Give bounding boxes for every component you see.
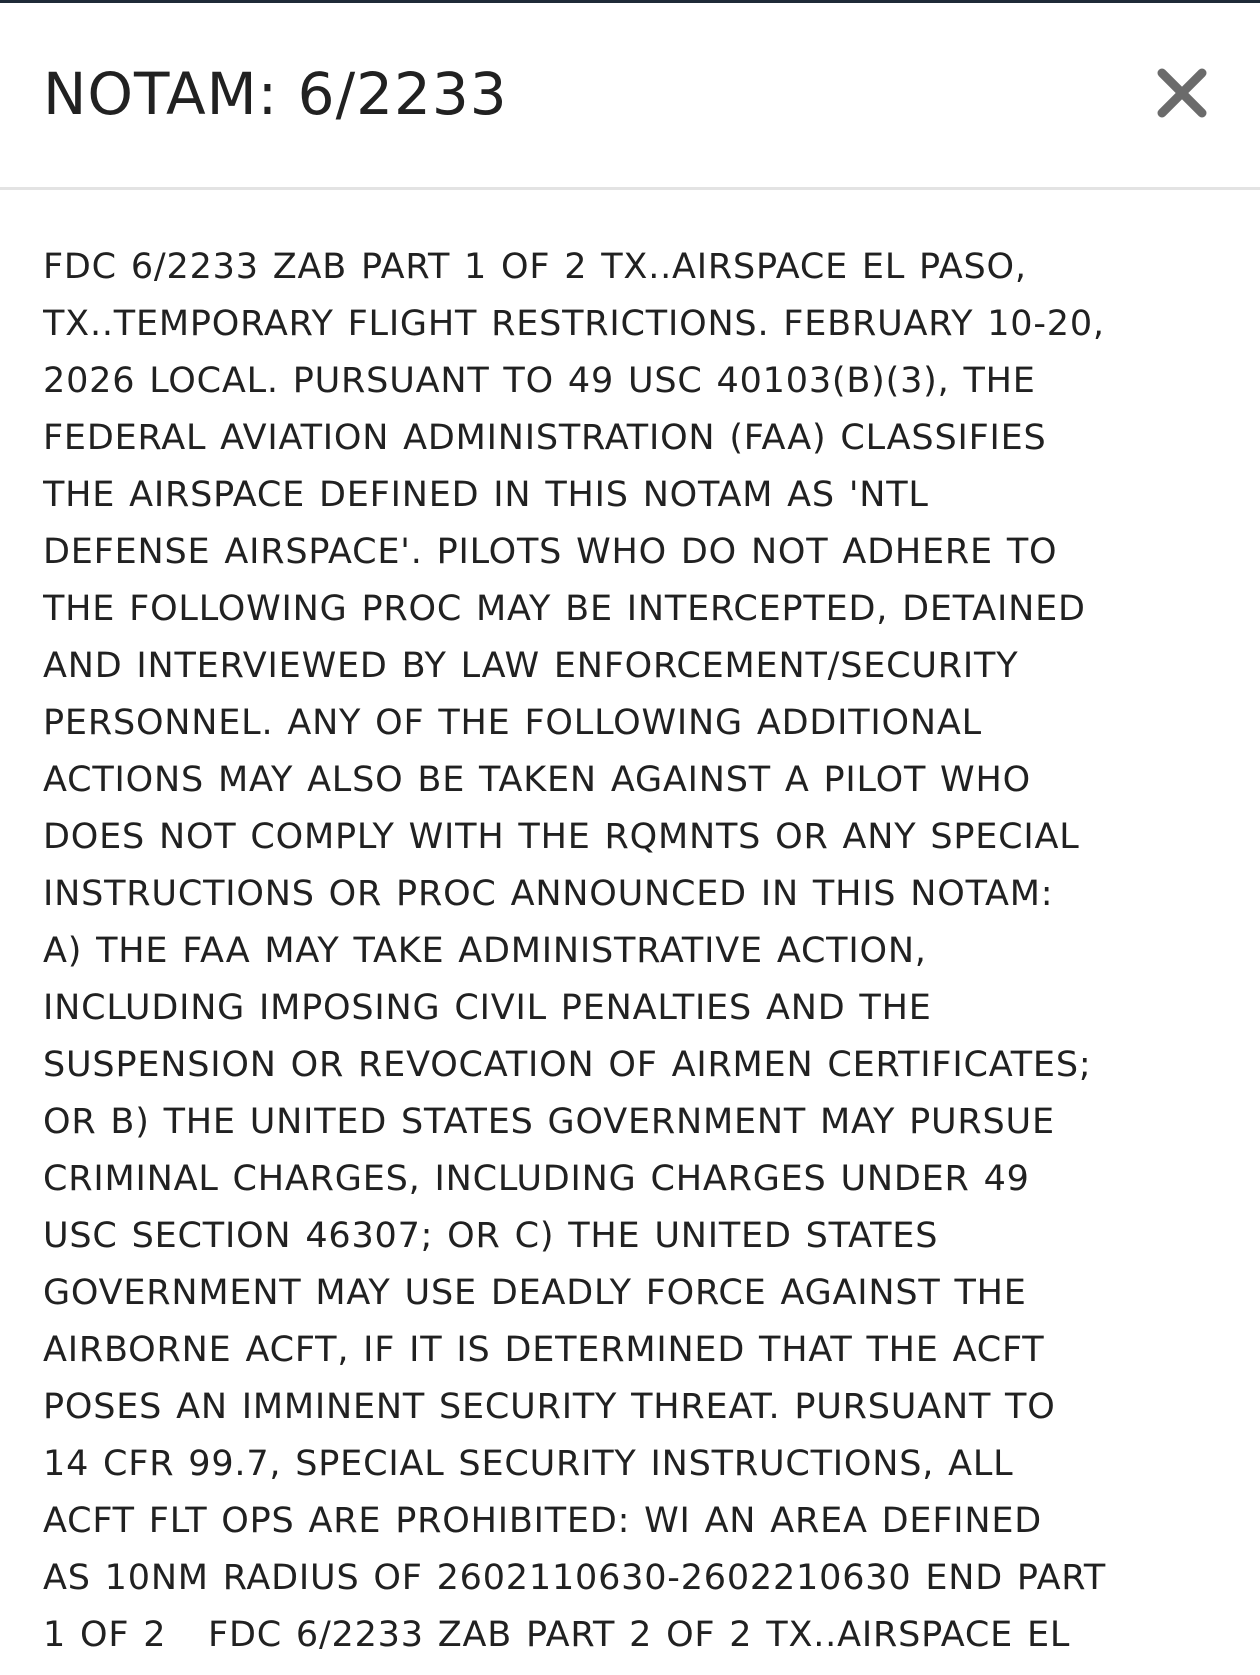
notam-text-line: DOES NOT COMPLY WITH THE RQMNTS OR ANY SPECIAL	[43, 817, 1080, 857]
notam-text-line: GOVERNMENT MAY USE DEADLY FORCE AGAINST THE	[43, 1273, 1027, 1313]
notam-text-line: CRIMINAL CHARGES, INCLUDING CHARGES UNDER 49	[43, 1159, 1030, 1199]
notam-text-line: THE AIRSPACE DEFINED IN THIS NOTAM AS 'NTL	[43, 475, 929, 515]
notam-text-line: POSES AN IMMINENT SECURITY THREAT. PURSUANT TO	[43, 1387, 1056, 1427]
notam-text-line: DEFENSE AIRSPACE'. PILOTS WHO DO NOT ADHERE TO	[43, 532, 1058, 572]
notam-text-line: ACTIONS MAY ALSO BE TAKEN AGAINST A PILOT WHO	[43, 760, 1031, 800]
notam-text-line: INSTRUCTIONS OR PROC ANNOUNCED IN THIS NOTAM:	[43, 874, 1054, 914]
notam-text-line: 2026 LOCAL. PURSUANT TO 49 USC 40103(B)(3), THE	[43, 361, 1036, 401]
close-button[interactable]	[1152, 63, 1212, 123]
close-icon	[1152, 63, 1212, 123]
notam-text-line: AIRBORNE ACFT, IF IT IS DETERMINED THAT THE ACFT	[43, 1330, 1045, 1370]
notam-text-line: SUSPENSION OR REVOCATION OF AIRMEN CERTIFICATES;	[43, 1045, 1092, 1085]
notam-text-line: OR B) THE UNITED STATES GOVERNMENT MAY PURSUE	[43, 1102, 1055, 1142]
notam-text-line: THE FOLLOWING PROC MAY BE INTERCEPTED, DETAINED	[43, 589, 1086, 629]
modal-header	[0, 3, 1260, 190]
notam-text-line: INCLUDING IMPOSING CIVIL PENALTIES AND THE	[43, 988, 932, 1028]
modal-body[interactable]	[43, 239, 1223, 1675]
notam-text-line: AS 10NM RADIUS OF 2602110630-2602210630 END PART	[43, 1558, 1107, 1598]
notam-text-line: AND INTERVIEWED BY LAW ENFORCEMENT/SECURITY	[43, 646, 1019, 686]
notam-text-line: A) THE FAA MAY TAKE ADMINISTRATIVE ACTION,	[43, 931, 927, 971]
notam-text-line: FDC 6/2233 ZAB PART 1 OF 2 TX..AIRSPACE EL PASO,	[43, 247, 1027, 287]
notam-text-line: USC SECTION 46307; OR C) THE UNITED STATES	[43, 1216, 939, 1256]
notam-text-line: 1 OF 2 FDC 6/2233 ZAB PART 2 OF 2 TX..AIRSPACE EL	[43, 1615, 1071, 1655]
notam-text-line: FEDERAL AVIATION ADMINISTRATION (FAA) CLASSIFIES	[43, 418, 1047, 458]
notam-text-line: ACFT FLT OPS ARE PROHIBITED: WI AN AREA DEFINED	[43, 1501, 1043, 1541]
notam-text	[43, 239, 1223, 1664]
modal-title: NOTAM: 6/2233	[43, 60, 508, 128]
notam-text-line: 14 CFR 99.7, SPECIAL SECURITY INSTRUCTIONS, ALL	[43, 1444, 1014, 1484]
notam-text-line: TX..TEMPORARY FLIGHT RESTRICTIONS. FEBRUARY 10-20,	[43, 304, 1105, 344]
notam-text-line: PERSONNEL. ANY OF THE FOLLOWING ADDITIONAL	[43, 703, 982, 743]
